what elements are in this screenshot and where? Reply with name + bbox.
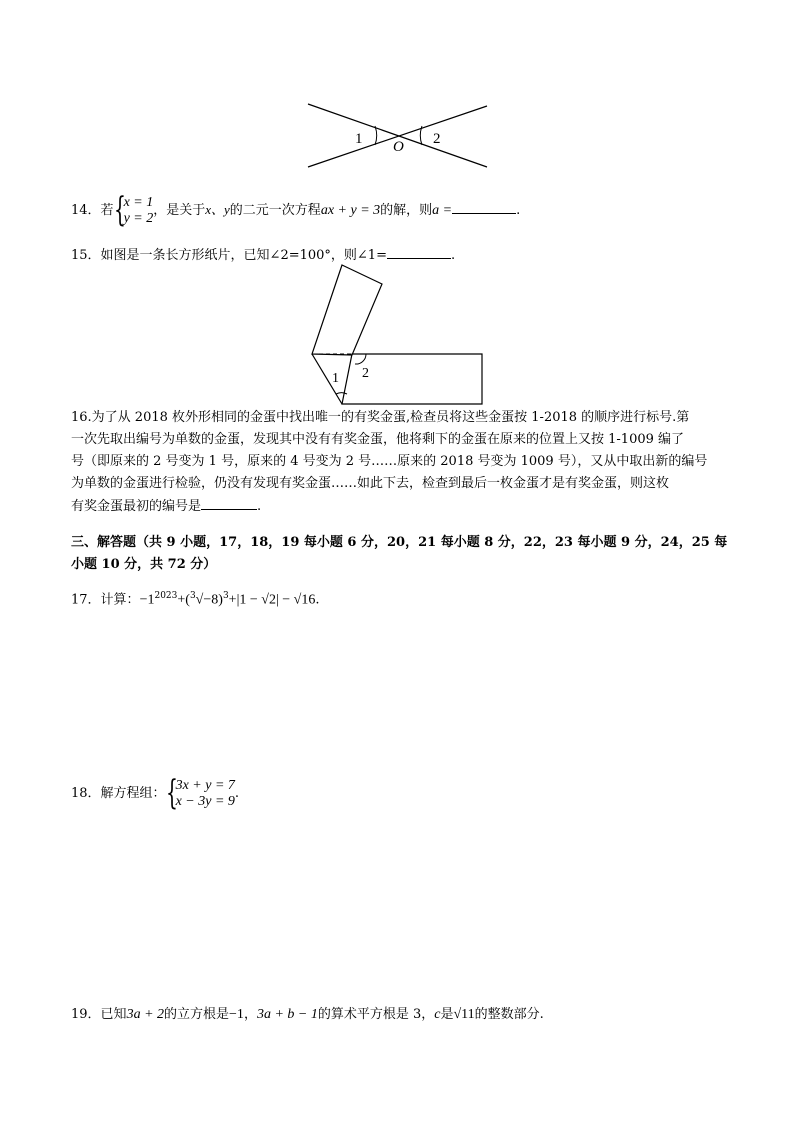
q15-number: 15． (71, 248, 101, 263)
question-18 (71, 772, 239, 816)
q17-term3: √−8 (195, 592, 219, 608)
q14-text3: 的解，则 (380, 203, 433, 218)
question-17 (71, 584, 319, 612)
q14-eq1: x = 1 (123, 194, 154, 210)
q14-a: a = (432, 203, 453, 218)
angle-1-label: 1 (355, 131, 363, 147)
q18-number: 18． (71, 786, 101, 801)
q17-cube-index: 3 (189, 591, 196, 601)
q17-number: 17． (71, 592, 101, 608)
q16-line4: 为单数的金蛋进行检验，仍没有发现有奖金蛋……如此下去，检查到最后一枚金蛋才是有奖金蛋，则这枚 (71, 476, 670, 491)
q14-eq2: y = 2 (123, 210, 154, 226)
q19-e4: c (434, 1007, 441, 1022)
q17-term1: −1 (139, 592, 155, 608)
q16-end: . (257, 499, 262, 514)
q18-eq2: x − 3y = 9 (175, 793, 235, 809)
q17-term2: +( (177, 592, 190, 608)
q19-e1: 3a + 2 (126, 1007, 165, 1022)
q17-text: 计算： (100, 592, 140, 608)
q17-exp1: 2023 (154, 591, 178, 601)
q14-system: { x = 1 y = 2 (113, 189, 154, 230)
point-o-label: O (393, 139, 404, 155)
section-3-heading (71, 532, 731, 576)
q16-line5: 有奖金蛋最初的编号是 (71, 499, 202, 514)
q15-end: . (450, 248, 456, 263)
q19-t2: 的立方根是 (164, 1007, 230, 1022)
q18-eq1: 3x + y = 7 (175, 777, 235, 793)
q17-term4: ) (218, 592, 223, 608)
q14-equation: ax + y = 3 (320, 203, 381, 218)
q16-line2: 一次先取出编号为单数的金蛋，发现其中没有有奖金蛋，他将剩下的金蛋在原来的位置上又按 1-1009 编了 (71, 432, 685, 447)
q19-t6: 的整数部分. (474, 1007, 544, 1022)
q19-t5: 是 (440, 1007, 454, 1022)
q14-answer-blank[interactable] (452, 199, 516, 214)
fold-angle-1-label: 1 (332, 371, 339, 386)
question-14 (71, 188, 520, 232)
section-3-line2: 小题 10 分，共 72 分） (71, 557, 217, 572)
q14-text2: 的二元一次方程 (229, 203, 321, 218)
q14-prefix: 若 (100, 203, 114, 218)
q18-end: . (234, 786, 240, 801)
q15-text: 如图是一条长方形纸片，已知∠2=100°，则∠1= (100, 248, 387, 263)
q19-e3: 3a + b − 1 (256, 1007, 318, 1022)
q19-e2: −1 (229, 1007, 244, 1022)
q19-e5: √11 (453, 1007, 475, 1022)
question-16 (71, 407, 731, 518)
q16-line1: 16.为了从 2018 枚外形相同的金蛋中找出唯一的有奖金蛋,检查员将这些金蛋按 1-2018 的顺序进行标号.第 (71, 410, 690, 425)
q19-t3: ， (243, 1007, 257, 1022)
q16-line3: 号（即原来的 2 号变为 1 号，原来的 4 号变为 2 号……原来的 2018 号变为 1009 号），又从中取出新的编号 (71, 454, 708, 469)
q14-vars: x、y (205, 202, 230, 217)
figure-folded-strip (300, 260, 490, 410)
q17-end: . (315, 592, 320, 608)
q15-answer-blank[interactable] (387, 244, 451, 259)
angle-2-label: 2 (433, 131, 441, 147)
fold-angle-2-label: 2 (362, 366, 369, 381)
q19-t1: 已知 (100, 1007, 127, 1022)
q18-system: { 3x + y = 7 x − 3y = 9 (165, 772, 235, 813)
q14-text1: ，是关于 (153, 203, 206, 218)
section-3-line1: 三、解答题（共 9 小题，17，18，19 每小题 6 分，20，21 每小题 8 分，22，23 每小题 9 分，24，25 每 (71, 535, 728, 550)
q17-exp2: 3 (222, 591, 229, 601)
q14-end: . (516, 203, 521, 218)
q14-number: 14． (71, 203, 101, 218)
question-19 (71, 1004, 544, 1026)
q17-term5: +|1 − √2| − √16 (228, 592, 316, 608)
figure-intersecting-lines (300, 98, 495, 173)
q19-number: 19． (71, 1007, 101, 1022)
q16-answer-blank[interactable] (201, 495, 257, 510)
q19-t4: 的算术平方根是 3， (317, 1007, 435, 1022)
q18-text: 解方程组： (100, 786, 166, 801)
